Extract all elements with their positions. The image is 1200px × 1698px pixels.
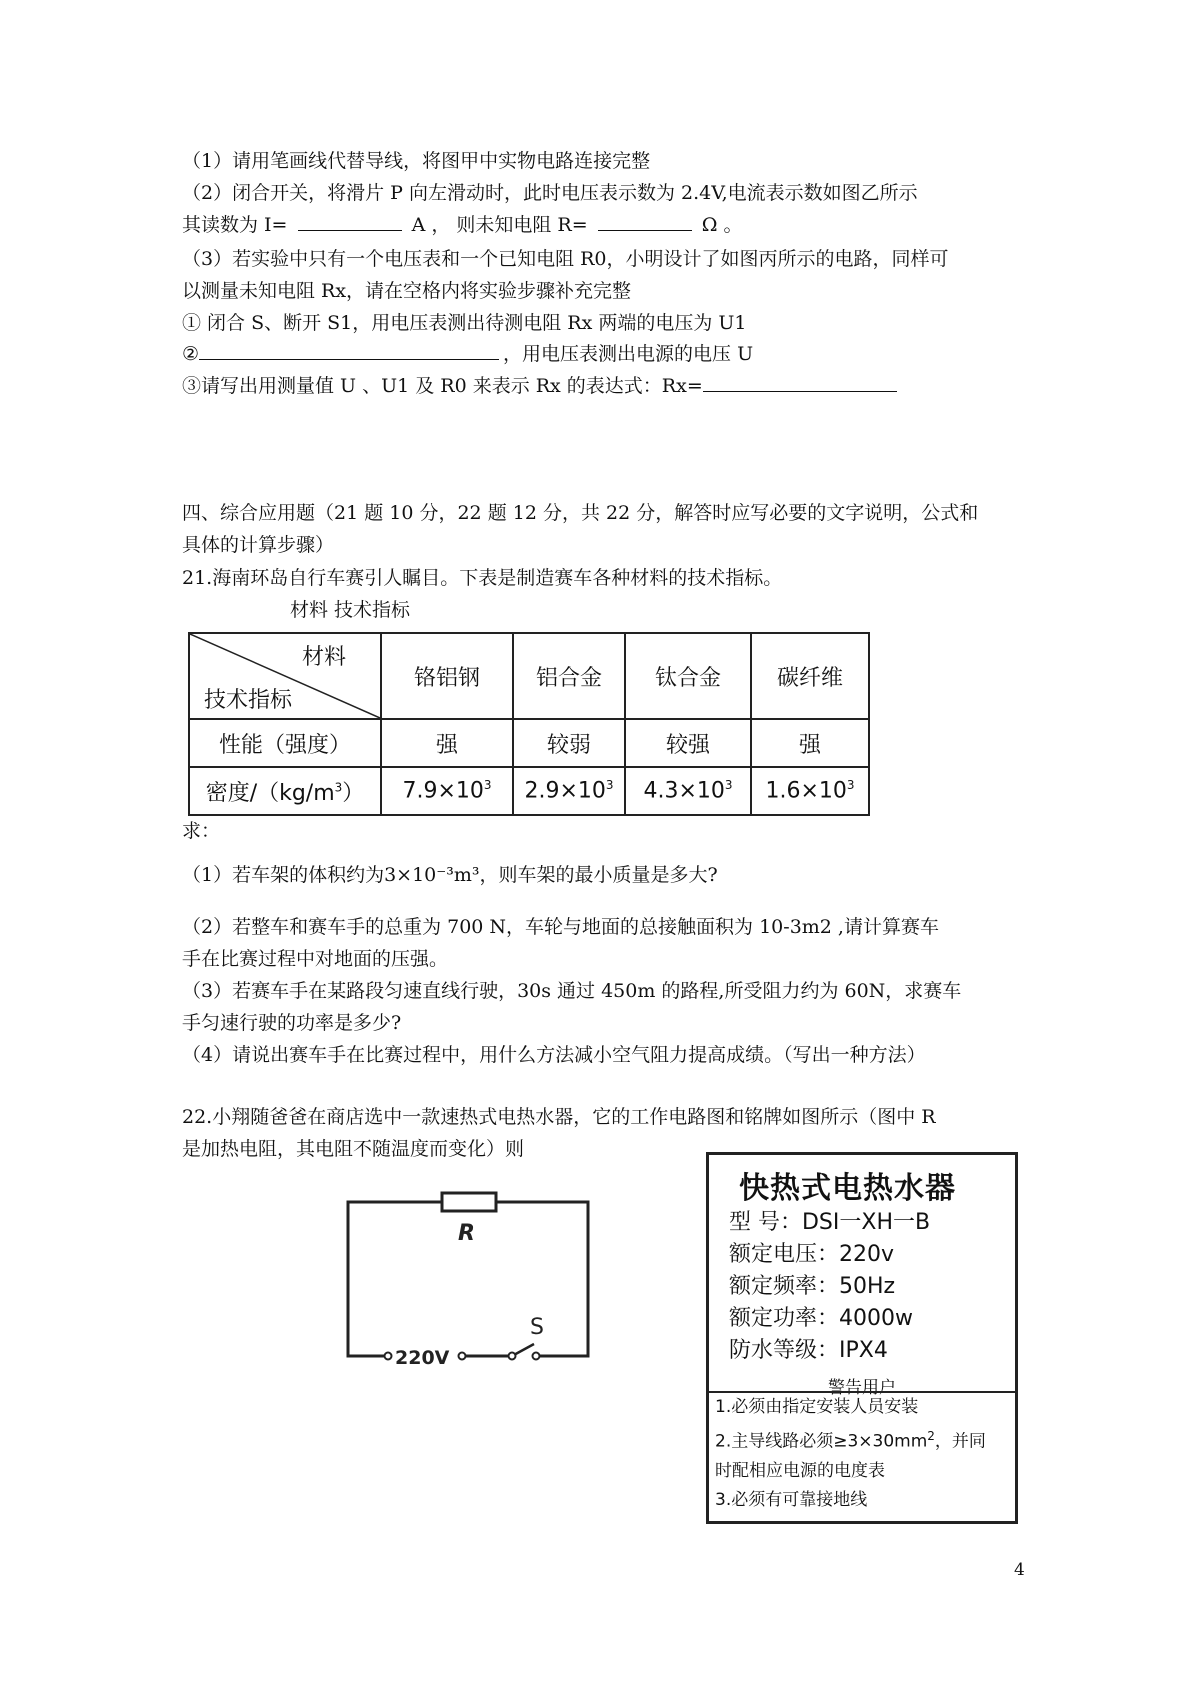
lab-substep-1: ① 闭合 S、断开 S1，用电压表测出待测电阻 Rx 两端的电压为 U1 <box>182 312 747 334</box>
lab-substep-3 <box>182 373 901 399</box>
table-corner-header <box>189 633 381 719</box>
lab-substep-2 <box>182 341 753 367</box>
heater-circuit-diagram <box>340 1186 600 1372</box>
material-col: 碳纤维 <box>751 633 869 719</box>
q21-part-3-cont: 手匀速行驶的功率是多少? <box>182 1012 402 1034</box>
nameplate-row: 额定频率：50Hz <box>729 1274 896 1299</box>
q21-part-2-cont: 手在比赛过程中对地面的压强。 <box>182 948 449 970</box>
resistance-label: A ， 则未知电阻 R= <box>411 214 588 236</box>
nameplate-row: 防水等级：IPX4 <box>729 1338 888 1363</box>
header-tech-index: 技术指标 <box>204 688 293 713</box>
nameplate-row: 额定电压：220v <box>729 1242 895 1267</box>
q21-part-2: （2）若整车和赛车手的总重为 700 N，车轮与地面的总接触面积为 10-3m2 ,请计算赛车 <box>182 916 939 938</box>
material-col: 铝合金 <box>513 633 625 719</box>
materials-table <box>188 632 870 816</box>
substep-3-text: ③请写出用测量值 U 、U1 及 R0 来表示 Rx 的表达式：Rx= <box>182 375 703 397</box>
circle-2: ② <box>182 343 200 365</box>
current-blank[interactable] <box>298 212 402 231</box>
density-label-end: ） <box>342 780 365 806</box>
lab-step-2-answer <box>182 212 743 238</box>
resistor-label: R <box>458 1221 475 1246</box>
warning-line: 3.必须有可靠接地线 <box>715 1489 868 1510</box>
material-col: 钛合金 <box>625 633 751 719</box>
q21-part-3: （3）若赛车手在某路段匀速直线行驶，30s 通过 450m 的路程,所受阻力约为 60N，求赛车 <box>182 980 962 1002</box>
density-label-sup: 3 <box>334 780 343 795</box>
switch-label: S <box>530 1315 544 1340</box>
q22-text: 22.小翔随爸爸在商店选中一款速热式电热水器，它的工作电路图和铭牌如图所示（图中 R <box>182 1106 936 1128</box>
voltage-label: 220V <box>395 1347 450 1369</box>
material-col: 铬铝钢 <box>381 633 513 719</box>
row-label-strength: 性能（强度） <box>189 719 381 767</box>
q22-text-cont: 是加热电阻，其电阻不随温度而变化）则 <box>182 1138 525 1160</box>
density-exp: 3 <box>605 778 614 793</box>
table-cell <box>625 767 751 815</box>
lab-step-1: （1）请用笔画线代替导线，将图甲中实物电路连接完整 <box>182 150 651 172</box>
density-label: 密度/（kg/m <box>205 780 335 806</box>
section-4-heading: 四、综合应用题（21 题 10 分，22 题 12 分，共 22 分，解答时应写必要的文字说明，公式和 <box>182 502 979 524</box>
density-exp: 3 <box>483 778 492 793</box>
warning-line-2-end: ，并同 <box>934 1431 986 1452</box>
q21-intro: 21.海南环岛自行车赛引人瞩目。下表是制造赛车各种材料的技术指标。 <box>182 567 783 589</box>
warning-line: 1.必须由指定安装人员安装 <box>715 1397 919 1417</box>
table-cell <box>513 767 625 815</box>
rx-expression-blank[interactable] <box>703 373 897 392</box>
q21-part-1: （1）若车架的体积约为3×10⁻³m³，则车架的最小质量是多大? <box>182 864 718 886</box>
q21-part-4: （4）请说出赛车手在比赛过程中，用什么方法减小空气阻力提高成绩。（写出一种方法） <box>182 1044 926 1066</box>
resistance-blank[interactable] <box>598 212 692 231</box>
section-4-heading-cont: 具体的计算步骤） <box>182 534 335 556</box>
substep-2-blank[interactable] <box>199 341 499 360</box>
q21-ask: 求： <box>182 820 221 842</box>
nameplate-row: 型 号：DSI一XH一B <box>729 1210 931 1235</box>
density-exp: 3 <box>724 778 733 793</box>
page-number: 4 <box>1014 1560 1025 1580</box>
warning-line <box>715 1422 1015 1457</box>
warning-line: 时配相应电源的电度表 <box>715 1460 885 1481</box>
table-cell: 较弱 <box>513 719 625 767</box>
table-cell: 较强 <box>625 719 751 767</box>
current-label: 其读数为 I= <box>182 214 288 236</box>
table-cell: 强 <box>381 719 513 767</box>
density-value: 2.9×10 <box>524 778 606 804</box>
row-label-density <box>189 767 381 815</box>
warning-title: 警告用户 <box>828 1378 896 1398</box>
density-value: 4.3×10 <box>643 778 725 804</box>
table-cell: 强 <box>751 719 869 767</box>
ohm-unit: Ω 。 <box>701 214 743 236</box>
lab-step-3: （3）若实验中只有一个电压表和一个已知电阻 R0，小明设计了如图丙所示的电路，同样可 <box>182 248 949 270</box>
warning-line-2-sup: 2 <box>927 1429 935 1443</box>
warning-box <box>709 1391 1015 1515</box>
density-value: 1.6×10 <box>765 778 847 804</box>
q21-table-caption: 材料 技术指标 <box>290 599 411 621</box>
nameplate-row: 额定功率：4000w <box>729 1306 913 1331</box>
nameplate-title: 快热式电热水器 <box>739 1171 956 1206</box>
heater-nameplate <box>706 1152 1018 1524</box>
table-cell <box>751 767 869 815</box>
density-exp: 3 <box>846 778 855 793</box>
lab-step-2: （2）闭合开关，将滑片 P 向左滑动时，此时电压表示数为 2.4V,电流表示数如图乙所示 <box>182 182 918 204</box>
substep-2-text: ，用电压表测出电源的电压 U <box>503 343 754 365</box>
header-material: 材料 <box>301 645 346 670</box>
density-value: 7.9×10 <box>402 778 484 804</box>
table-cell <box>381 767 513 815</box>
lab-step-3-cont: 以测量未知电阻 Rx，请在空格内将实验步骤补充完整 <box>182 280 632 302</box>
warning-line-2: 2.主导线路必须≥3×30mm <box>715 1431 928 1452</box>
